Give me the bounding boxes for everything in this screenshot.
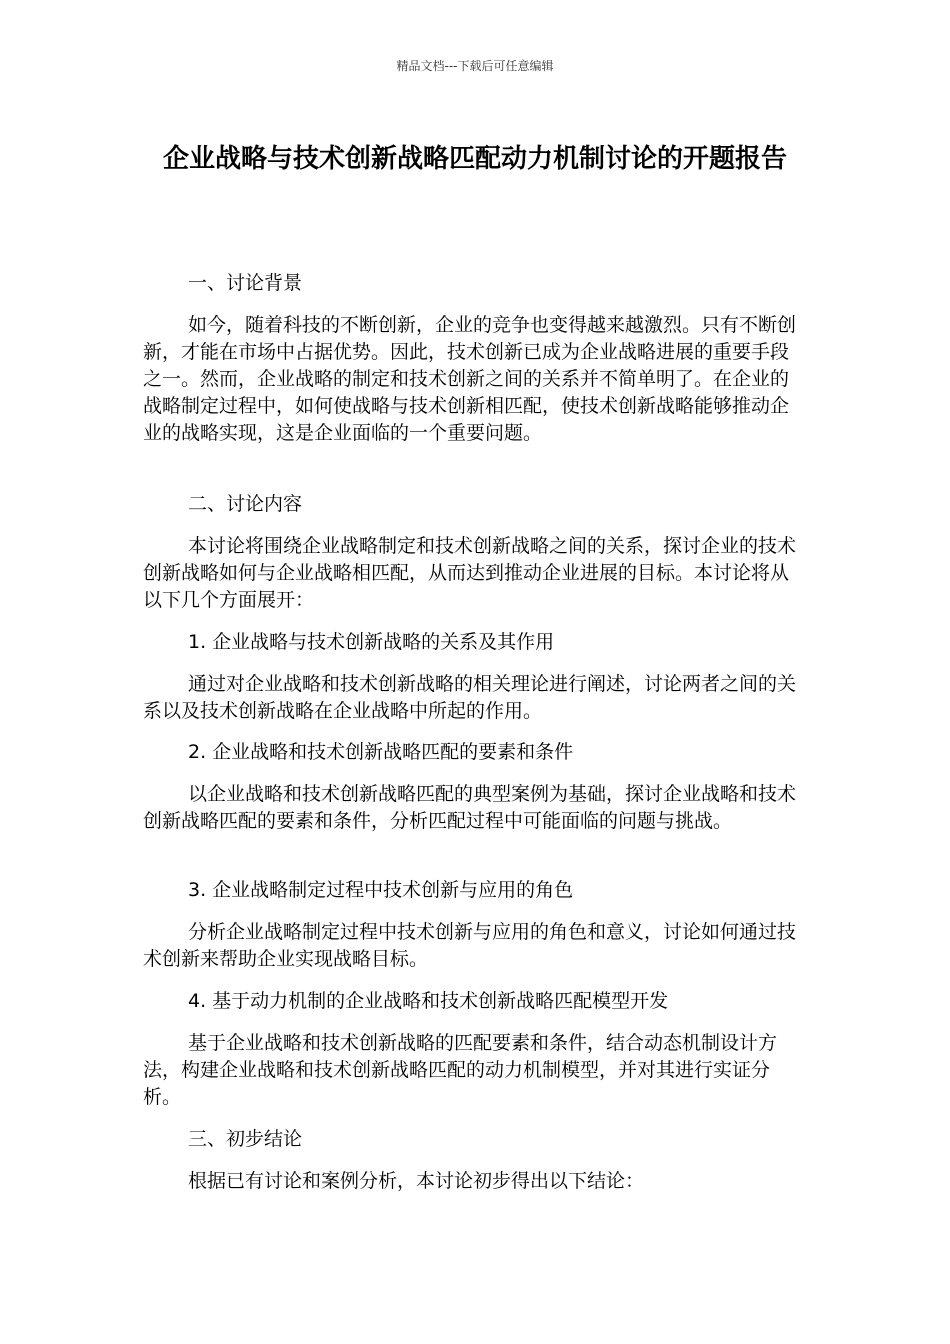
section-heading-content: 二、讨论内容 [188, 493, 303, 515]
item-text-4: 基于企业战略和技术创新战略的匹配要素和条件，结合动态机制设计方法，构建企业战略和技术创新战略匹配的动力机制模型，并对其进行实证分析。 [143, 1032, 778, 1108]
item-text-3: 分析企业战略制定过程中技术创新与应用的角色和意义，讨论如何通过技术创新来帮助企业实现战略目标。 [143, 921, 797, 970]
paragraph-background: 如今，随着科技的不断创新，企业的竞争也变得越来越激烈。只有不断创新，才能在市场中占据优势。因此，技术创新已成为企业战略进展的重要手段之一。然而，企业战略的制定和技术创新之间的关系并不简单明了。在企业的战略制定过程中，如何使战略与技术创新相匹配，使技术创新战略能够推动企业的战略实现，这是企业面临的一个重要问题。 [143, 314, 797, 444]
paragraph-conclusion-intro: 根据已有讨论和案例分析，本讨论初步得出以下结论： [188, 1170, 645, 1192]
item-title-2: 2. 企业战略和技术创新战略匹配的要素和条件 [188, 741, 574, 763]
paragraph-content-intro: 本讨论将围绕企业战略制定和技术创新战略之间的关系，探讨企业的技术创新战略如何与企业战略相匹配，从而达到推动企业进展的目标。本讨论将从以下几个方面展开： [143, 535, 797, 611]
item-text-1: 通过对企业战略和技术创新战略的相关理论进行阐述，讨论两者之间的关系以及技术创新战略在企业战略中所起的作用。 [143, 673, 797, 722]
item-title-3: 3. 企业战略制定过程中技术创新与应用的角色 [188, 879, 574, 901]
header-note: 精品文档---下载后可任意编辑 [396, 59, 554, 73]
document-title: 企业战略与技术创新战略匹配动力机制讨论的开题报告 [162, 144, 787, 174]
section-heading-background: 一、讨论背景 [188, 272, 303, 294]
item-title-4: 4. 基于动力机制的企业战略和技术创新战略匹配模型开发 [188, 990, 669, 1012]
item-title-1: 1. 企业战略与技术创新战略的关系及其作用 [188, 631, 555, 653]
section-heading-conclusion: 三、初步结论 [188, 1128, 303, 1150]
item-text-2: 以企业战略和技术创新战略匹配的典型案例为基础，探讨企业战略和技术创新战略匹配的要素和条件，分析匹配过程中可能面临的问题与挑战。 [143, 783, 797, 832]
